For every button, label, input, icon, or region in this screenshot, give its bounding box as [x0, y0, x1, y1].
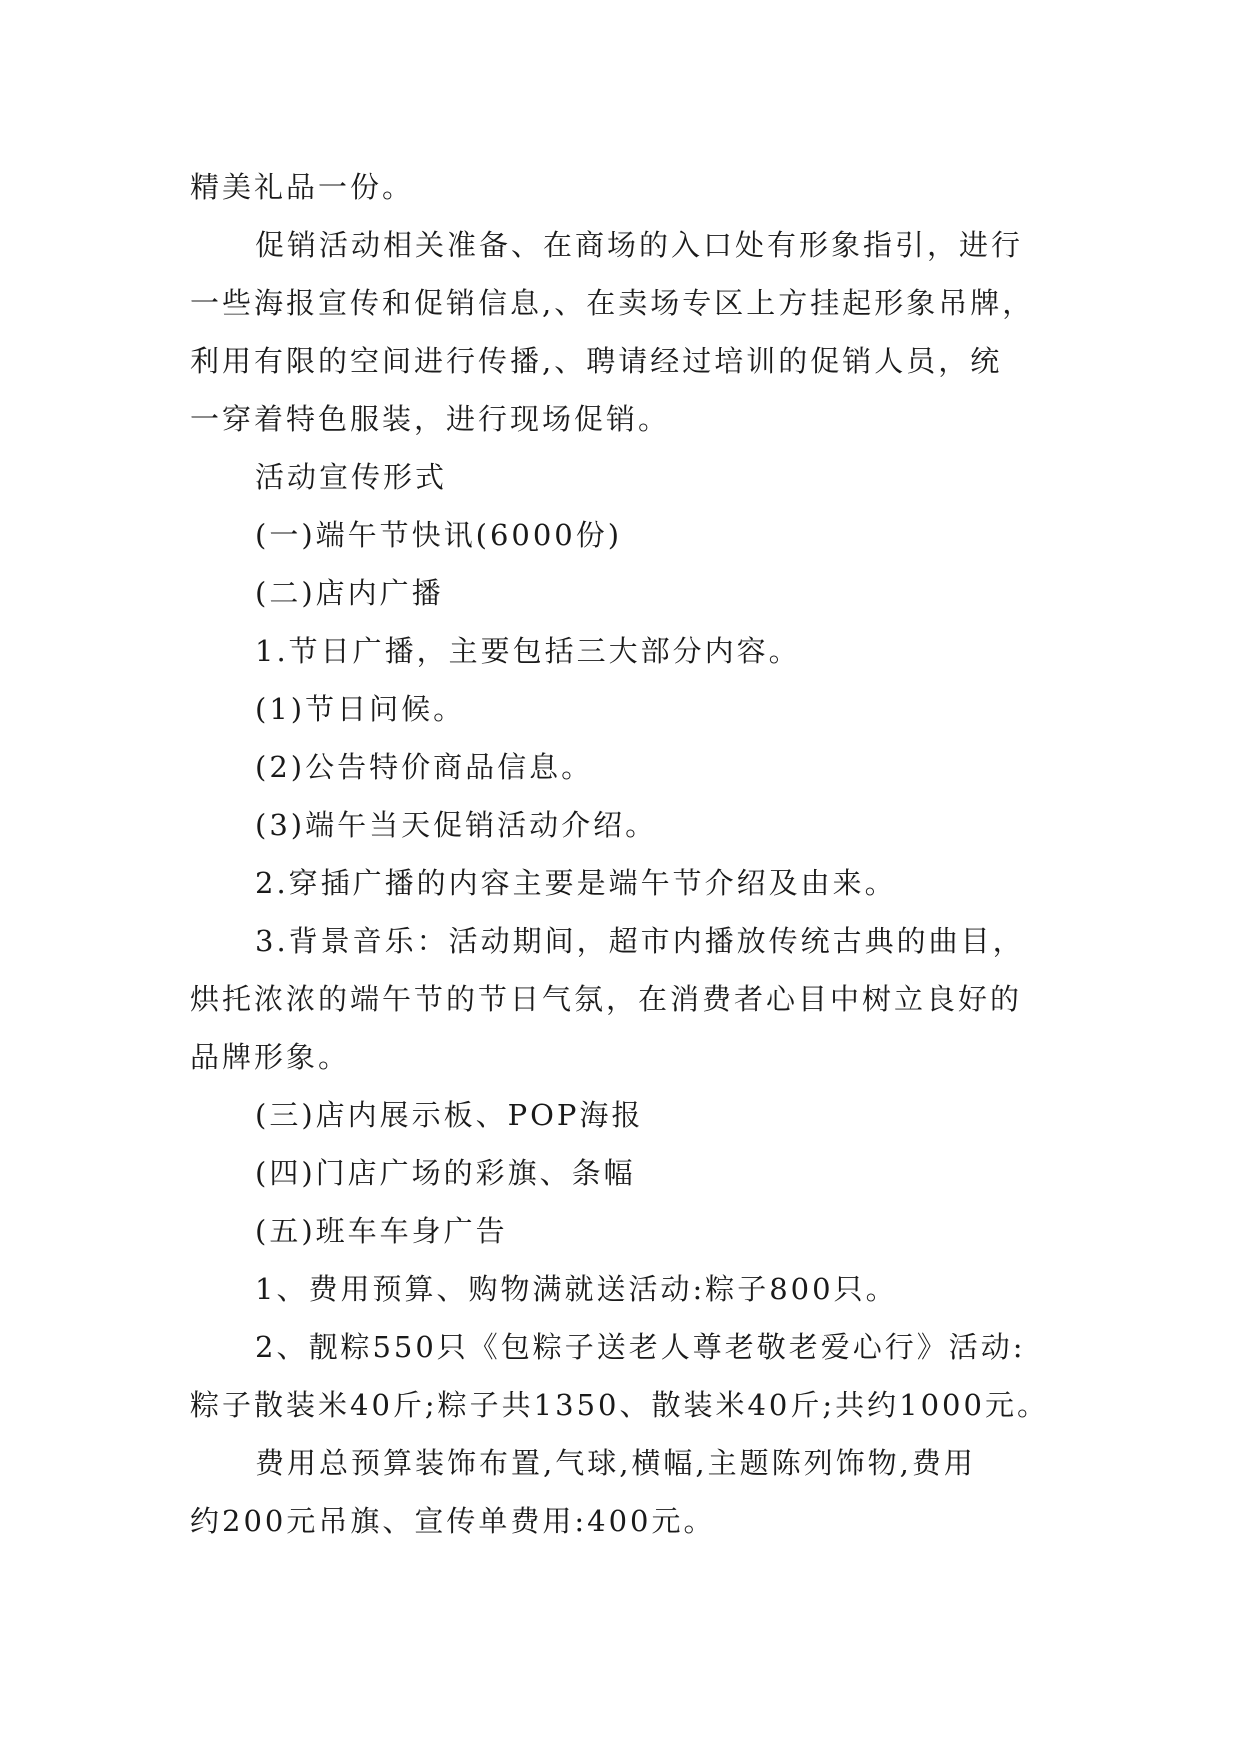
paragraph-line: 一穿着特色服装，进行现场促销。 [190, 402, 671, 436]
paragraph-line: 促销活动相关准备、在商场的入口处有形象指引，进行 [255, 228, 1024, 262]
list-item: (三)店内展示板、POP海报 [255, 1098, 644, 1132]
paragraph-line: 利用有限的空间进行传播,、聘请经过培训的促销人员，统 [190, 344, 1003, 378]
list-item: 2、靓粽550只《包粽子送老人尊老敬老爱心行》活动: [255, 1330, 1026, 1364]
list-item: (1)节日问候。 [255, 692, 466, 726]
list-item: 1.节日广播，主要包括三大部分内容。 [255, 634, 801, 668]
list-item: 3.背景音乐：活动期间，超市内播放传统古典的曲目， [255, 924, 1025, 958]
list-item: (3)端午当天促销活动介绍。 [255, 808, 658, 842]
list-item: 2.穿插广播的内容主要是端午节介绍及由来。 [255, 866, 897, 900]
paragraph-line: 粽子散装米40斤;粽子共1350、散装米40斤;共约1000元。 [190, 1388, 1049, 1422]
paragraph-line: 费用总预算装饰布置,气球,横幅,主题陈列饰物,费用 [255, 1446, 976, 1480]
list-item: (五)班车车身广告 [255, 1214, 508, 1248]
paragraph-line: 品牌形象。 [190, 1040, 351, 1074]
list-item: (一)端午节快讯(6000份) [255, 518, 623, 552]
list-item: (四)门店广场的彩旗、条幅 [255, 1156, 636, 1190]
document-body [190, 158, 1050, 1550]
paragraph-line: 精美礼品一份。 [190, 170, 415, 204]
paragraph-line: 约200元吊旗、宣传单费用:400元。 [190, 1504, 716, 1538]
paragraph-line: 一些海报宣传和促销信息,、在卖场专区上方挂起形象吊牌， [190, 286, 1035, 320]
list-item: (二)店内广播 [255, 576, 444, 610]
list-item: (2)公告特价商品信息。 [255, 750, 594, 784]
list-item: 1、费用预算、购物满就送活动:粽子800只。 [255, 1272, 898, 1306]
section-heading: 活动宣传形式 [255, 460, 448, 494]
paragraph-line: 烘托浓浓的端午节的节日气氛，在消费者心目中树立良好的 [190, 982, 1023, 1016]
